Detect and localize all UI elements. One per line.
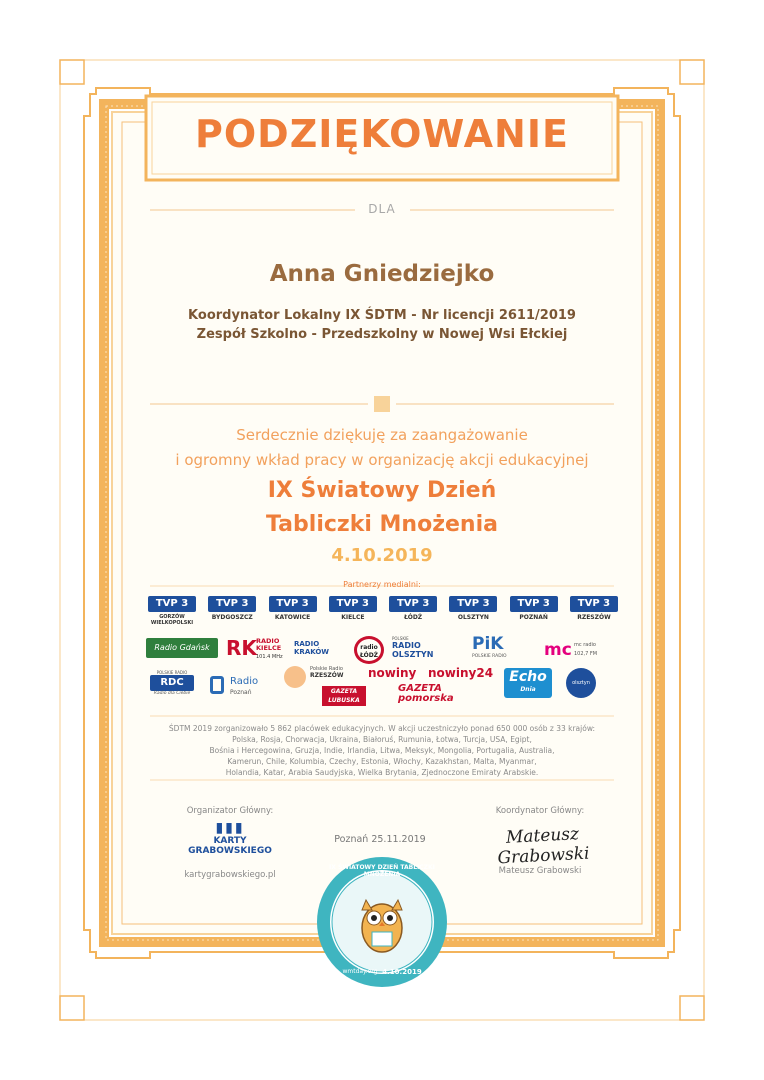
rdc-sub: Radio dla Ciebie <box>153 691 191 696</box>
radio-poznan-icon <box>210 676 224 694</box>
echo-name: Echo <box>509 669 547 685</box>
mc-radio-freq: 102,7 FM <box>574 651 598 657</box>
coordinator-label: Koordynator Główny: <box>495 806 585 816</box>
radio-kielce-logo <box>226 636 288 664</box>
rdc-top: POLSKIE RADIO <box>156 670 188 675</box>
place-date: Poznań 25.11.2019 <box>334 834 426 845</box>
partners-title: Partnerzy medialni: <box>343 580 421 589</box>
tvp-city: RZESZÓW <box>577 614 611 621</box>
radio-olsztyn-logo <box>392 636 462 659</box>
stats-line-3: Bośnia i Hercegowina, Gruzja, Indie, Irlandia, Litwa, Meksyk, Mongolia, Portugalia, Australia, <box>209 746 555 755</box>
organizer-logo-line-1: KARTY <box>213 836 247 846</box>
event-date: 4.10.2019 <box>331 545 433 566</box>
press-logo-row <box>146 668 620 712</box>
radio-pik-logo <box>472 634 522 659</box>
cards-icon: ▮▮▮ <box>215 820 245 836</box>
tvp-logo-box: TVP 3 <box>269 596 317 612</box>
rdc-logo <box>150 670 194 696</box>
gazeta-pomorska-top: GAZETA <box>398 683 442 694</box>
radio-poznan-sub: Poznań <box>230 689 252 696</box>
pr-rzeszow-logo <box>310 666 360 679</box>
coordinator-signature: Mateusz Grabowski <box>497 824 590 869</box>
nowiny-logo: nowiny <box>368 666 417 680</box>
event-line-2: Tabliczki Mnożenia <box>266 512 498 537</box>
tvp-logo <box>148 596 196 626</box>
radio-krakow-logo: RADIO KRAKÓW <box>294 640 330 656</box>
tvp-logo-box: TVP 3 <box>329 596 377 612</box>
rdc-mark: RDC <box>150 675 194 691</box>
event-seal <box>316 856 448 988</box>
radio-kielce-freq: 101.4 MHz <box>256 654 283 660</box>
role-line-2: Zespół Szkolno - Przedszkolny w Nowej Wsi Ełckiej <box>196 327 568 342</box>
echo-dnia-logo <box>504 668 552 698</box>
organizer-logo-line-2: GRABOWSKIEGO <box>188 846 272 856</box>
statistics-text <box>0 723 764 778</box>
tvp-logo-box: TVP 3 <box>449 596 497 612</box>
organizer-logo <box>170 820 290 856</box>
for-label: DLA <box>368 202 396 216</box>
pr-rzeszow-icon <box>284 666 306 688</box>
radio-gdansk-logo: Radio Gdańsk <box>146 638 218 658</box>
event-line-1: IX Światowy Dzień <box>267 478 497 503</box>
tvp-logo <box>269 596 317 626</box>
tvp-logo <box>449 596 497 626</box>
gazeta-lubuska-name: LUBUSKA <box>328 697 360 704</box>
gazeta-pomorska-name: pomorska <box>398 693 454 704</box>
radio-olsztyn-name: RADIO OLSZTYN <box>392 641 434 659</box>
stats-line-5: Holandia, Katar, Arabia Saudyjska, Wielka Brytania, Zjednoczone Emiraty Arabskie. <box>225 768 539 777</box>
event-name <box>0 474 764 542</box>
gazeta-lubuska-top: GAZETA <box>330 688 358 695</box>
pr-rzeszow-top: Polskie Radio <box>310 666 343 672</box>
seal-url: wmtday.org <box>342 968 378 975</box>
mc-radio-name: mc radio <box>574 642 596 648</box>
tvp-city: ŁÓDŹ <box>404 614 423 621</box>
radio-lodz-logo: radio ŁÓDŹ <box>354 636 384 664</box>
tvp-logo <box>389 596 437 626</box>
seal-date: 4.10.2019 <box>382 968 422 976</box>
echo-sub: Dnia <box>520 686 536 693</box>
stats-line-2: Polska, Rosja, Chorwacja, Ukraina, Białoruś, Rumunia, Łotwa, Turcja, USA, Egipt, <box>232 735 532 744</box>
role-line-1: Koordynator Lokalny IX ŚDTM - Nr licencji 2611/2019 <box>188 308 576 323</box>
radio-pik-name: PiK <box>472 634 504 654</box>
tvp-logo <box>570 596 618 626</box>
nowiny24-logo: nowiny24 <box>428 666 494 680</box>
organizer-url[interactable]: kartygrabowskiego.pl <box>184 870 276 880</box>
tvp-logo-box: TVP 3 <box>389 596 437 612</box>
recipient-name: Anna Gniedziejko <box>269 261 495 287</box>
tvp-city: KATOWICE <box>274 614 311 621</box>
tvp-logo <box>510 596 558 626</box>
mc-radio-logo <box>544 640 620 660</box>
thanks-line-2: i ogromny wkład pracy w organizację akcji edukacyjnej <box>175 451 589 469</box>
tvp-city: KIELCE <box>341 614 365 621</box>
thanks-line-1: Serdecznie dziękuję za zaangażowanie <box>236 426 528 444</box>
certificate-title: PODZIĘKOWANIE <box>195 112 569 156</box>
tvp-logo <box>208 596 256 626</box>
gazeta-lubuska-logo <box>322 686 366 706</box>
tvp-logo-box: TVP 3 <box>208 596 256 612</box>
seal-text: IX ŚWIATOWY DZIEŃ TABLICZKI MNOŻENIA <box>329 864 435 878</box>
gazeta-pomorska-logo <box>398 684 472 704</box>
thanks-text <box>0 423 764 473</box>
tvp-logo <box>329 596 377 626</box>
mc-radio-mark: mc <box>544 640 572 660</box>
radio-pik-sub: POLSKIE RADIO <box>472 654 507 659</box>
radio-olsztyn-top: POLSKIE <box>392 636 409 641</box>
recipient-role <box>0 306 764 344</box>
tvp-city: BYDGOSZCZ <box>211 614 253 621</box>
radio-poznan-logo <box>210 674 270 694</box>
tvp-city: OLSZTYN <box>457 614 489 621</box>
radio-logo-row <box>146 636 620 666</box>
radio-kielce-mark: RK <box>226 636 257 660</box>
stats-line-4: Kamerun, Chile, Kolumbia, Czechy, Estonia, Włochy, Kazakhstan, Malta, Myanmar, <box>227 757 537 766</box>
radio-poznan-name: Radio <box>230 676 259 687</box>
stats-line-1: ŚDTM 2019 zorganizowało 5 862 placówek edukacyjnych. W akcji uczestniczyło ponad 650 000 osób z 33 krajów: <box>168 724 596 733</box>
tvp-logo-box: TVP 3 <box>510 596 558 612</box>
organizer-label: Organizator Główny: <box>186 806 274 816</box>
radio-kielce-name: RADIO KIELCE <box>256 637 282 652</box>
tvp-logo-row <box>148 596 618 626</box>
tvp-logo-box: TVP 3 <box>148 596 196 612</box>
pr-rzeszow-name: RZESZÓW <box>310 672 344 679</box>
tvp-city: GORZÓW WIELKOPOLSKI <box>150 614 194 626</box>
tvp-city: POZNAŃ <box>519 614 548 621</box>
olsztyn24-logo: olsztyn <box>566 668 596 698</box>
coordinator-name: Mateusz Grabowski <box>498 866 582 876</box>
tvp-logo-box: TVP 3 <box>570 596 618 612</box>
